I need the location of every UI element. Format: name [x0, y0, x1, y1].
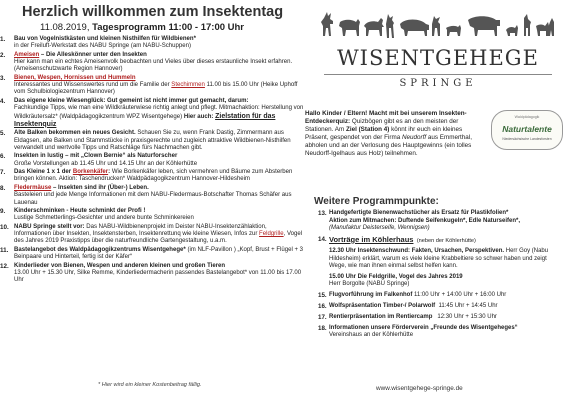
further-program-title: Weitere Programmpunkte: [314, 196, 439, 207]
item-number: 8. [0, 184, 6, 192]
item-title: Bau von Vogelnistkästen und kleinen Nisthilfen für Wildbienen* [14, 36, 196, 42]
item-title: Rentierpräsentation im Rentiercamp [329, 314, 433, 321]
talk-2: 15.00 Uhr Die Feldgrille, Vogel des Jahres 2019 Herr Borgolte (NABU Springe) [329, 273, 463, 288]
item-desc: Aktion zum Mitmachen: Duftende Seifenkugeln*, Edle Naturseifen*, [329, 217, 521, 224]
fledermaeuse-link: Fledermäuse [14, 184, 52, 191]
animal-silhouettes-icon [318, 8, 558, 40]
program-item-5 [0, 130, 305, 152]
item-title: Informationen unsere Förderverein „Freunde des Wisentgeheges“ [329, 324, 518, 331]
badge-top-text: Waldpädagogik [514, 115, 540, 119]
event-date: 11.08.2019, [40, 22, 90, 33]
item-note: (Manufaktur Deisterseife, Wennigsen) [329, 225, 430, 231]
item-number: 4. [0, 97, 6, 105]
logo-divider [324, 74, 552, 75]
program-item-10 [0, 224, 305, 246]
item-number: 17. [318, 314, 327, 322]
item-number: 7. [0, 169, 6, 177]
borkenkaefer-link: Borkenkäfer [72, 169, 109, 176]
item-desc: NABU Springe stellt vor: Das NABU-Wildbienenprojekt im Deister NABU-Insektenzählaktion, Informationen über Insekten, Insektensterben, Insektenrettunq wie kleine Wiesen, Infos zur Feldgrille, Vogel des Jahres 2019 Praxistipps über die naturfreundliche Gartengestaltung, u.a.m. [14, 223, 303, 245]
item-title: Flugvorführung im Falkenhof [329, 292, 413, 299]
program-item-13 [318, 210, 563, 233]
item-times: 12:30 Uhr + 15:30 Uhr [432, 314, 497, 321]
program-item-14 [318, 236, 563, 289]
item-title: Vorträge im Köhlerhaus [329, 234, 414, 244]
quiz-target-link: Zielstation für das Insektenquiz [14, 112, 276, 128]
item-desc: Das Kleine 1 x 1 der Borkenkäfer: Wie Borkenkäfer leben, sich vermehren und Bäume zum Absterben bringen können. Aktion: Taschendrucken* Waldpädagogikzentrum Hannover-Hildesheim [14, 169, 293, 183]
item-number: 11. [0, 246, 9, 254]
item-number: 10. [0, 223, 9, 231]
program-list [0, 36, 305, 286]
website-url: www.wisentgehege-springe.de [376, 385, 463, 392]
program-item-15 [318, 292, 563, 300]
item-times: 11:00 Uhr + 14:00 Uhr + 16:00 Uhr [412, 292, 507, 299]
quiz-info: Hallo Kinder / Eltern! Macht mit bei unserem Insekten-Entdeckerquiz: Quizbögen gibt es an den meisten der Stationen. Am Ziel (Station 4) könnt ihr euch ein kleines Präsent, gespendet von der Firma Neudorff aus Emmerthal, abholen und an der Verlosung des Hauptgewinns (ein tolles Neudorff-Igelhaus aus Holz) teilnehmen. [305, 110, 472, 158]
item-desc: in der Freiluft-Werkstatt des NABU Springe (am NABU-Schuppen) [14, 43, 191, 50]
program-item-3 [0, 75, 305, 97]
program-item-1 [0, 36, 305, 51]
program-item-11 [0, 247, 305, 262]
logo-place: SPRINGE [399, 78, 477, 89]
item-number: 13. [318, 210, 327, 217]
item-desc: Bastelangebot des Waldpädagogikzentrums Wisentgehege* (im NLF-Pavillon ) „Kopf, Brust + Flügel + 3 Beinpaare und Hinterteil, fertig ist der Käfer“ [14, 246, 304, 261]
page-title: Herzlich willkommen zum Insektentag [22, 4, 284, 20]
item-desc: Hier kann man ein echtes Ameisenvolk beobachten und Vieles über dieses erstaunliche Insekt erfahren. (Ameisenschutzwarte Region Hannover) [14, 59, 293, 73]
item-title: Wolfspräsentation Timber-/ Polarwolf [329, 303, 436, 310]
item-title: Handgefertigte Bienenwachstücher als Ersatz für Plastikfolien* [329, 210, 509, 216]
badge-bottom-text: Niedersächsische Landesforsten [502, 137, 552, 141]
item-desc: Basteleien und jede Menge Informationen mit dem NABU-Fledermaus-Botschafter Thomas Schäfer aus Lauenau [14, 192, 292, 206]
date-line [40, 22, 244, 33]
item-title: Bienen, Wespen, Hornissen und Hummeln [14, 74, 136, 81]
item-title: Fledermäuse – Insekten sind ihr (Über-) Leben. [14, 184, 149, 191]
talk-1: 12.30 Uhr Insektenschwund: Fakten, Ursachen, Perspektiven. Herr Goy (Nabu Hildesheim) erklärt, warum es viele kleine Krabbeltiere so schwer haben und zeigt Wege, wie man ihnen einmal selbst helfen kann. [329, 248, 549, 270]
item-desc: Alte Balken bekommen ein neues Gesicht. Schauen Sie zu, wenn Frank Dastig, Zimmermann aus Eldagsen, alte Balken und Stammstücke in praxisgerechte und zugleich attraktive Wildbienen-Nisthilfen verwandelt und wertvolle Tipps und Ratschläge fürs Nachmachen gibt. [14, 130, 291, 151]
naturtalente-badge [491, 110, 563, 150]
feldgrille-link: Feldgrille [259, 231, 284, 238]
item-number: 5. [0, 130, 6, 138]
item-desc: Lustige Schmetterlings-Gesichter und andere bunte Schminkereien [14, 215, 194, 222]
item-number: 6. [0, 153, 6, 161]
program-item-4 [0, 98, 305, 129]
item-title: Das eigene kleine Wiesenglück: Gut gemeint ist nicht immer gut gemacht, darum: [14, 97, 249, 104]
program-item-18 [318, 325, 563, 340]
logo-name: WISENTGEHEGE [337, 46, 539, 70]
badge-name: Naturtalente [502, 124, 552, 134]
item-title: Insekten in lustig – mit „Clown Bernie“ als Naturforscher [14, 153, 178, 160]
item-times: 11:45 Uhr + 14:45 Uhr [435, 303, 498, 310]
item-number: 15. [318, 292, 327, 300]
program-item-6 [0, 153, 305, 168]
item-desc: Interessantes und Wissenswertes rund um die Familie der Stechimmen 11.00 bis 15.00 Uhr (Heike Uphoff vom Schulbiologiezentrum Hannover) [14, 82, 298, 96]
program-item-7 [0, 169, 305, 184]
item-title: Kinderschminken - Heute schminkt der Profi ! [14, 208, 146, 215]
item-number: 14. [318, 235, 327, 243]
item-desc: Fachkundige Tipps, wie man eine Wildkräuterwiese richtig anlegt und pflegt. Mitmachaktion: Herstellung von Wildkräutersalz* (Waldpädagogikzentrum WPZ Wisentgehege) Hier auch: Zielstation für das Insektenquiz [14, 105, 304, 128]
wisentgehege-logo [318, 8, 558, 90]
stechimmen-link: Stechimmen [171, 82, 205, 89]
further-program-list [318, 210, 563, 343]
item-number: 2. [0, 51, 6, 59]
program-item-12 [0, 263, 305, 285]
item-desc: Große Vorstellungen ab 11.45 Uhr und 14.15 Uhr an der Köhlerhütte [14, 160, 198, 167]
day-program-hours: Tagesprogramm 11:00 - 17:00 Uhr [92, 22, 245, 33]
item-desc: Vereinshaus an der Köhlerhütte [329, 332, 414, 339]
item-number: 3. [0, 74, 6, 82]
item-number: 1. [0, 36, 6, 43]
footnote: * Hier wird ein kleiner Kostenbeitrag fällig. [98, 382, 202, 388]
item-number: 9. [0, 208, 6, 216]
item-title: Ameisen – Die Alleskönner unter den Insekten [14, 51, 147, 58]
item-number: 18. [318, 324, 327, 332]
item-number: 12. [0, 262, 9, 270]
item-desc: 13.00 Uhr + 15.30 Uhr, Silke Remme, Kinderliedermacherin passendes Bastelangebot* von 11.00 bis 17.00 Uhr [14, 269, 302, 284]
program-item-17 [318, 314, 563, 322]
program-item-2 [0, 52, 305, 74]
program-item-9 [0, 208, 305, 223]
program-item-8 [0, 185, 305, 207]
item-note: (neben der Köhlerhütte) [416, 237, 476, 244]
ameisen-link: Ameisen [14, 51, 40, 58]
item-number: 16. [318, 303, 327, 311]
item-title: Kinderlieder von Bienen, Wespen und anderen kleinen und großen Tieren [14, 262, 226, 269]
program-item-16 [318, 303, 563, 311]
